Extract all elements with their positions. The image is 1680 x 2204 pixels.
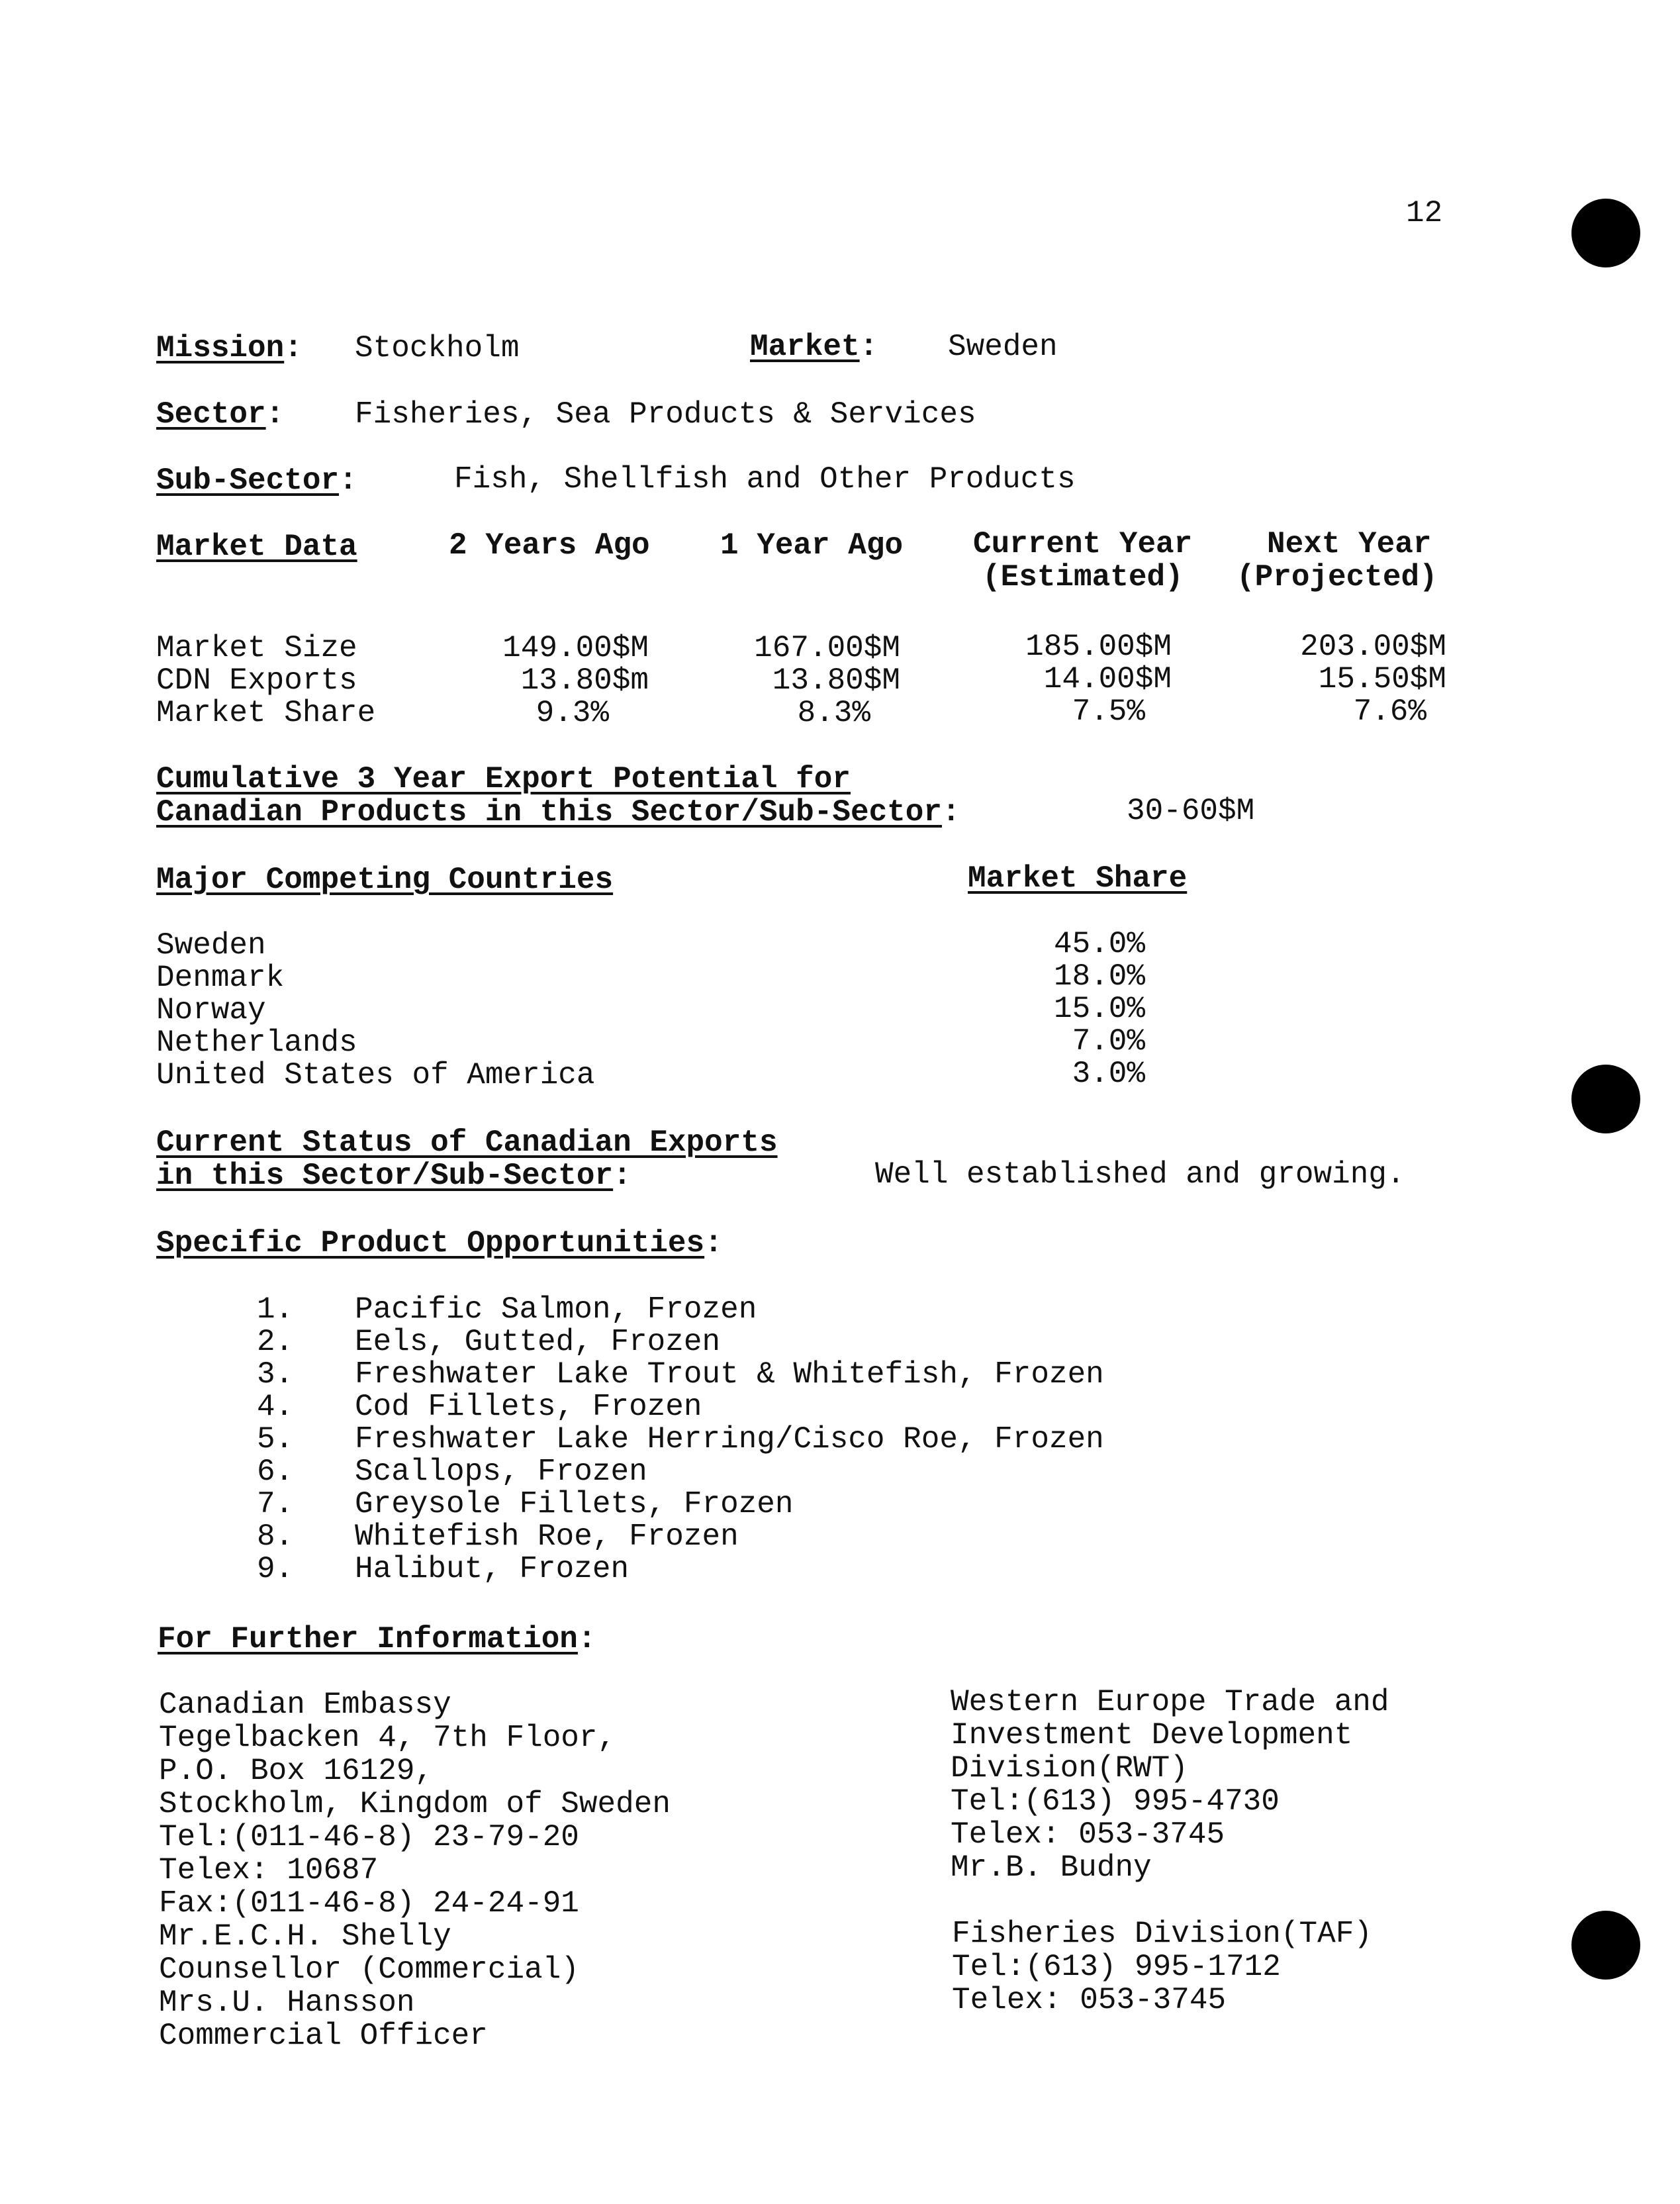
contact-line: Telex: 053-3745: [951, 1817, 1225, 1852]
contact-line: Tel:(011-46-8) 23-79-20: [159, 1820, 579, 1854]
opportunity-number: 5.: [257, 1422, 294, 1457]
cell-market-size-2y: 149.00$M: [502, 631, 649, 665]
export-potential-label-line2: Canadian Products in this Sector/Sub-Sector:: [156, 795, 960, 830]
col-header-current-year: Current Year: [973, 527, 1193, 561]
row-label-market-size: Market Size: [156, 631, 357, 665]
sector-label: Sector:: [156, 397, 285, 432]
status-label-line1: Current Status of Canadian Exports: [156, 1126, 778, 1160]
contact-line: Mr.E.C.H. Shelly: [159, 1919, 451, 1954]
opportunity-number: 2.: [257, 1325, 294, 1359]
contact-line: Investment Development: [951, 1718, 1353, 1752]
opportunity-item: Freshwater Lake Trout & Whitefish, Frozen: [355, 1357, 1104, 1392]
col-header-next-year-note: (Projected): [1237, 560, 1438, 595]
competitor-country: Norway: [156, 993, 266, 1028]
cell-market-size-next: 203.00$M: [1300, 630, 1446, 664]
market-data-title: Market Data: [156, 530, 357, 564]
status-value: Well established and growing.: [875, 1157, 1405, 1192]
status-label-line2: in this Sector/Sub-Sector:: [156, 1159, 631, 1193]
cell-market-share-1y: 8.3%: [797, 696, 870, 730]
opportunity-item: Eels, Gutted, Frozen: [355, 1325, 721, 1359]
competitor-country: Netherlands: [156, 1026, 357, 1060]
cell-market-size-cur: 185.00$M: [1025, 630, 1172, 664]
opportunity-item: Scallops, Frozen: [355, 1455, 647, 1489]
export-potential-value: 30-60$M: [1127, 794, 1255, 828]
row-label-cdn-exports: CDN Exports: [156, 663, 357, 698]
opportunity-number: 8.: [257, 1519, 294, 1554]
cell-market-share-next: 7.6%: [1353, 695, 1426, 729]
competitor-share: 15.0%: [1053, 992, 1145, 1026]
contact-line: Fax:(011-46-8) 24-24-91: [159, 1886, 579, 1921]
competitor-country: United States of America: [156, 1058, 595, 1092]
contact-line: Commercial Officer: [159, 2019, 488, 2053]
subsector-label: Sub-Sector:: [156, 463, 357, 498]
opportunity-number: 7.: [257, 1487, 294, 1521]
opportunity-number: 3.: [257, 1357, 294, 1392]
opportunity-item: Halibut, Frozen: [355, 1552, 630, 1586]
cell-market-share-cur: 7.5%: [1072, 695, 1145, 729]
contact-line: P.O. Box 16129,: [159, 1754, 434, 1788]
contact-line: Tel:(613) 995-1712: [952, 1950, 1281, 1984]
contact-line: Counsellor (Commercial): [159, 1952, 579, 1987]
contact-line: Stockholm, Kingdom of Sweden: [159, 1787, 671, 1821]
mission-label: Mission:: [156, 331, 303, 365]
competitor-share: 45.0%: [1053, 927, 1145, 961]
subsector-value: Fish, Shellfish and Other Products: [454, 462, 1076, 497]
cell-cdn-exports-cur: 14.00$M: [1043, 662, 1172, 696]
contact-line: Mrs.U. Hansson: [159, 1986, 415, 2020]
col-header-next-year: Next Year: [1267, 527, 1432, 561]
cell-market-size-1y: 167.00$M: [754, 631, 900, 665]
opportunity-number: 1.: [257, 1292, 294, 1327]
contact-line: Division(RWT): [951, 1751, 1188, 1786]
cell-cdn-exports-1y: 13.80$M: [772, 663, 900, 698]
col-header-2-years: 2 Years Ago: [449, 528, 650, 563]
sector-value: Fisheries, Sea Products & Services: [355, 397, 976, 432]
competitor-country: Denmark: [156, 961, 285, 995]
punch-hole-middle: [1571, 1065, 1640, 1133]
cell-cdn-exports-2y: 13.80$m: [520, 663, 649, 698]
contact-line: Telex: 10687: [159, 1853, 379, 1888]
opportunity-number: 4.: [257, 1390, 294, 1424]
contact-line: Tegelbacken 4, 7th Floor,: [159, 1721, 616, 1755]
col-header-1-year: 1 Year Ago: [720, 528, 904, 563]
export-potential-label-line1: Cumulative 3 Year Export Potential for: [156, 762, 851, 796]
opportunities-title: Specific Product Opportunities:: [156, 1226, 723, 1261]
opportunity-item: Greysole Fillets, Frozen: [355, 1487, 794, 1521]
contact-line: Tel:(613) 995-4730: [951, 1784, 1280, 1819]
col-header-current-year-note: (Estimated): [982, 560, 1184, 595]
contact-line: Fisheries Division(TAF): [952, 1917, 1372, 1951]
competitor-share: 3.0%: [1072, 1057, 1145, 1091]
opportunity-item: Cod Fillets, Frozen: [355, 1390, 702, 1424]
contact-line: Western Europe Trade and: [951, 1685, 1389, 1719]
punch-hole-bottom: [1571, 1911, 1640, 1980]
competitor-country: Sweden: [156, 928, 266, 963]
competitors-title: Major Competing Countries: [156, 863, 614, 897]
competitor-share: 7.0%: [1072, 1024, 1145, 1059]
row-label-market-share: Market Share: [156, 696, 376, 730]
competitors-share-title: Market Share: [968, 861, 1188, 896]
page-number: 12: [1406, 196, 1443, 230]
contact-line: Telex: 053-3745: [952, 1983, 1227, 2017]
mission-value: Stockholm: [355, 331, 520, 365]
opportunity-number: 9.: [257, 1552, 294, 1586]
contact-line: Mr.B. Budny: [951, 1850, 1152, 1885]
competitor-share: 18.0%: [1053, 959, 1145, 994]
opportunity-item: Whitefish Roe, Frozen: [355, 1519, 739, 1554]
opportunity-item: Pacific Salmon, Frozen: [355, 1292, 757, 1327]
opportunity-number: 6.: [257, 1455, 294, 1489]
market-value: Sweden: [948, 330, 1058, 364]
opportunity-item: Freshwater Lake Herring/Cisco Roe, Frozen: [355, 1422, 1104, 1457]
cell-market-share-2y: 9.3%: [536, 696, 609, 730]
contact-line: Canadian Embassy: [159, 1688, 451, 1722]
market-label: Market:: [750, 330, 878, 364]
further-info-title: For Further Information:: [158, 1622, 596, 1656]
punch-hole-top: [1571, 199, 1640, 267]
cell-cdn-exports-next: 15.50$M: [1318, 662, 1446, 696]
